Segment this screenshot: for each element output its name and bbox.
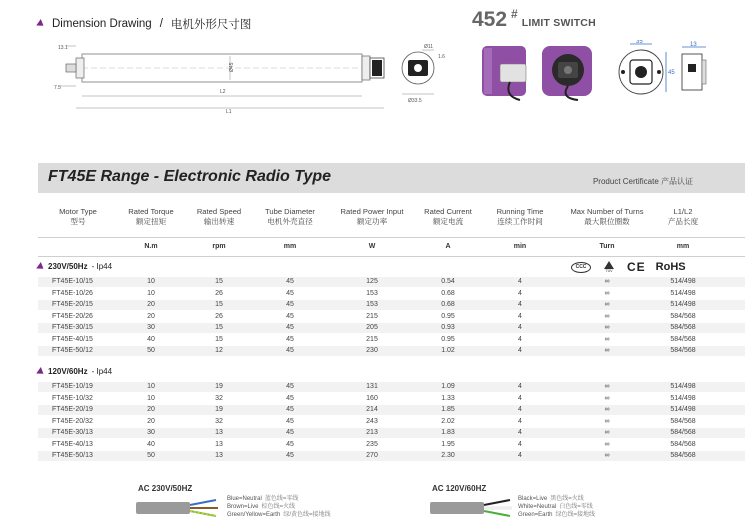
column-header-en: L1/L2	[673, 207, 693, 216]
table-row	[38, 417, 745, 427]
column-unit: min	[513, 243, 527, 250]
legend-line	[518, 511, 595, 519]
table-cell: FT45E-10/32	[52, 394, 93, 402]
table-row	[38, 451, 745, 461]
column-unit: A	[445, 243, 451, 250]
column-unit: Turn	[599, 243, 615, 250]
tuv-icon	[601, 261, 617, 273]
bullet-icon	[36, 19, 46, 29]
dim-label-6: 1.6	[438, 54, 445, 60]
table-cell: ∞	[604, 383, 610, 390]
column-unit: W	[368, 243, 376, 250]
table-cell: 0.68	[441, 301, 455, 308]
column-header-cn: 连续工作时间	[497, 217, 543, 226]
table-cell: 4	[518, 383, 522, 390]
cable-230v-icon	[136, 496, 226, 520]
table-cell: 235	[366, 440, 378, 448]
column-header-cn: 输出转速	[203, 217, 235, 226]
legend-cn: 绿/黄色线=接地线	[283, 512, 331, 518]
table-cell: 1.95	[441, 440, 455, 448]
column-header-cn: 额定功率	[356, 217, 388, 226]
column-header	[118, 207, 184, 227]
table-cell: 15	[215, 301, 223, 308]
limit-switch-number: 452	[472, 8, 508, 31]
table-cell: FT45E-30/13	[52, 429, 93, 436]
table-cell: 45	[286, 383, 294, 390]
units-divider	[38, 256, 745, 257]
legend-line	[518, 503, 595, 511]
table-cell: 514/498	[670, 394, 696, 402]
table-cell: 20	[147, 417, 155, 425]
table-cell: 584/568	[670, 312, 696, 320]
table-cell: FT45E-20/15	[52, 301, 93, 308]
table-cell: 40	[147, 440, 155, 448]
legend-line	[518, 495, 595, 503]
limit-switch-mark: #	[511, 7, 518, 21]
head-dim-b: 13	[690, 42, 697, 48]
column-header-en: Rated Speed	[196, 207, 242, 216]
table-cell: 0.54	[441, 278, 455, 285]
table-cell: 45	[286, 406, 294, 413]
column-unit: N.m	[144, 243, 158, 250]
table-cell: FT45E-20/19	[52, 406, 93, 413]
table-cell: ∞	[604, 324, 610, 331]
head-dim-a: 35	[636, 40, 643, 45]
table-cell: ∞	[604, 406, 610, 413]
legend-en: Black=Live	[518, 496, 548, 502]
wiring-230v	[138, 484, 192, 493]
table-cell: 514/498	[670, 383, 696, 390]
table-row	[38, 440, 745, 450]
table-cell: 10	[147, 289, 155, 297]
table-cell: 32	[215, 394, 223, 402]
dim-label-3: Ø45	[229, 62, 235, 72]
table-cell: 15	[215, 324, 223, 331]
table-cell: 26	[215, 289, 223, 297]
column-unit: rpm	[212, 243, 226, 250]
legend-en: Blue=Neutral	[227, 496, 262, 502]
table-cell: 160	[366, 394, 378, 402]
column-header-en: Motor Type	[59, 207, 97, 216]
column-header-en: Running Time	[496, 207, 544, 216]
table-cell: 45	[286, 429, 294, 436]
table-cell: 4	[518, 406, 522, 413]
table-cell: 4	[518, 301, 522, 308]
table-row	[38, 312, 745, 322]
column-unit: mm	[676, 243, 690, 250]
dimension-heading-sep: /	[159, 18, 163, 30]
table-cell: 10	[147, 383, 155, 390]
table-row	[38, 289, 745, 299]
table-cell: 584/568	[670, 417, 696, 425]
table-cell: 584/568	[670, 429, 696, 436]
wiring-230v-title: AC 230V/50HZ	[138, 484, 193, 493]
certificate-icons	[571, 260, 701, 274]
table-cell: 153	[366, 301, 378, 308]
table-cell: 4	[518, 452, 522, 459]
legend-line	[227, 511, 330, 519]
limit-switch-heading	[472, 8, 596, 32]
table-cell: 20	[147, 312, 155, 320]
table-cell: 4	[518, 429, 522, 436]
table-cell: 30	[147, 324, 155, 331]
column-header-en: Rated Power Input	[340, 207, 404, 216]
table-cell: 4	[518, 312, 522, 320]
wiring-120v-legend	[518, 495, 595, 519]
table-cell: 20	[147, 406, 155, 413]
range-title: FT45E Range - Electronic Radio Type	[48, 168, 332, 185]
table-cell: ∞	[604, 347, 610, 354]
table-cell: ∞	[604, 440, 610, 448]
table-cell: 32	[215, 417, 223, 425]
column-header	[560, 207, 654, 227]
table-cell: FT45E-10/19	[52, 383, 93, 390]
table-cell: 584/568	[670, 347, 696, 354]
column-header-en: Tube Diameter	[265, 207, 315, 216]
head-drawing	[608, 40, 738, 106]
table-cell: 0.68	[441, 289, 455, 297]
tuv-label: TÜV	[605, 269, 613, 273]
table-row	[38, 382, 745, 392]
column-header-cn: 型号	[70, 217, 86, 226]
legend-line	[227, 503, 330, 511]
dimension-heading-cn: 电机外形尺寸图	[170, 19, 252, 31]
table-cell: 1.85	[441, 406, 455, 413]
table-cell: 45	[286, 347, 294, 354]
table-row	[38, 346, 745, 356]
table-cell: FT45E-40/15	[52, 335, 93, 343]
table-cell: ∞	[604, 452, 610, 459]
table-cell: ∞	[604, 335, 610, 343]
table-cell: 10	[147, 394, 155, 402]
table-cell: FT45E-10/26	[52, 289, 93, 297]
table-cell: ∞	[604, 429, 610, 436]
wiring-120v	[432, 484, 486, 493]
table-cell: 19	[215, 406, 223, 413]
table-cell: 12	[215, 347, 223, 354]
column-header	[330, 207, 414, 227]
title-band	[38, 163, 745, 193]
table-cell: ∞	[604, 289, 610, 297]
column-header	[415, 207, 481, 227]
table-cell: 243	[366, 417, 378, 425]
legend-line	[227, 495, 330, 503]
bullet-icon	[36, 367, 46, 377]
table-cell: 45	[286, 324, 294, 331]
table-cell: 15	[215, 335, 223, 343]
table-cell: ∞	[604, 278, 610, 285]
table-cell: 40	[147, 335, 155, 343]
table-cell: 125	[366, 278, 378, 285]
column-header-cn: 额定扭矩	[135, 217, 167, 226]
table-cell: 50	[147, 452, 155, 459]
table-cell: 2.02	[441, 417, 455, 425]
table-cell: FT45E-10/15	[52, 278, 93, 285]
legend-cn: 蓝色线=零线	[264, 496, 299, 502]
table-cell: 13	[215, 452, 223, 459]
ccc-icon: CCC	[571, 262, 591, 273]
table-cell: 2.30	[441, 452, 455, 459]
table-cell: 514/498	[670, 289, 696, 297]
table-cell: ∞	[604, 417, 610, 425]
table-cell: 584/568	[670, 440, 696, 448]
limit-switch-label: LIMIT SWITCH	[521, 17, 596, 29]
legend-en: White=Neutral	[518, 504, 557, 510]
table-cell: 584/568	[670, 335, 696, 343]
table-cell: FT45E-20/32	[52, 417, 93, 425]
table-cell: 4	[518, 278, 522, 285]
column-header-cn: 最大限位圈数	[584, 217, 630, 226]
group-230v-voltage: 230V/50Hz	[48, 262, 88, 271]
table-row	[38, 277, 745, 287]
table-cell: 1.09	[441, 383, 455, 390]
table-row	[38, 300, 745, 310]
table-cell: FT45E-30/15	[52, 324, 93, 331]
table-cell: ∞	[604, 301, 610, 308]
table-cell: 4	[518, 335, 522, 343]
legend-cn: 黑色线=火线	[550, 496, 584, 502]
table-cell: 4	[518, 347, 522, 354]
table-cell: 4	[518, 324, 522, 331]
table-cell: FT45E-50/13	[52, 452, 93, 459]
table-cell: 19	[215, 383, 223, 390]
table-cell: 584/568	[670, 324, 696, 331]
group-230v-rest: - Ip44	[91, 262, 113, 271]
legend-en: Brown=Live	[227, 504, 259, 510]
bullet-icon	[36, 262, 46, 272]
table-cell: 1.02	[441, 347, 455, 354]
table-cell: 230	[366, 347, 378, 354]
dim-label-2: 7.5	[54, 85, 61, 91]
table-cell: 10	[147, 278, 155, 285]
table-cell: 45	[286, 312, 294, 320]
dim-label-1: 13.1	[58, 45, 68, 51]
table-cell: 215	[366, 312, 378, 320]
column-header-cn: 电机外壳直径	[267, 217, 313, 226]
column-header	[186, 207, 252, 227]
group-120v	[38, 367, 112, 376]
table-cell: 514/498	[670, 278, 696, 285]
motor-photo-1	[474, 40, 536, 102]
table-cell: 0.95	[441, 335, 455, 343]
table-cell: 15	[215, 278, 223, 285]
table-row	[38, 335, 745, 345]
table-cell: FT45E-50/12	[52, 347, 93, 354]
dimension-heading-en: Dimension Drawing	[52, 18, 152, 30]
legend-cn: 白色线=零线	[559, 504, 593, 510]
cable-120v-icon	[430, 496, 520, 520]
legend-cn: 棕色线=火线	[261, 504, 296, 510]
table-cell: 13	[215, 429, 223, 436]
table-cell: 45	[286, 440, 294, 448]
column-header-cn: 额定电流	[432, 217, 464, 226]
dim-label-l2: L2	[220, 89, 226, 95]
head-dim-c: 45	[668, 70, 675, 76]
table-cell: FT45E-20/26	[52, 312, 93, 320]
table-cell: 45	[286, 278, 294, 285]
column-header-en: Rated Torque	[128, 207, 174, 216]
table-cell: 30	[147, 429, 155, 436]
table-cell: 214	[366, 406, 378, 413]
table-cell: 4	[518, 417, 522, 425]
table-cell: 270	[366, 452, 378, 459]
table-cell: 45	[286, 452, 294, 459]
column-header	[252, 207, 328, 227]
table-cell: 205	[366, 324, 378, 331]
table-cell: 0.95	[441, 312, 455, 320]
table-cell: 0.93	[441, 324, 455, 331]
column-header	[485, 207, 555, 227]
rohs-icon: RoHS	[655, 261, 686, 273]
table-cell: 45	[286, 335, 294, 343]
table-cell: ∞	[604, 312, 610, 320]
column-header-en: Rated Current	[424, 207, 472, 216]
table-cell: 1.33	[441, 394, 455, 402]
group-230v	[38, 262, 112, 271]
table-cell: 4	[518, 440, 522, 448]
column-header	[655, 207, 711, 227]
legend-cn: 绿色线=接地线	[555, 512, 596, 518]
table-cell: FT45E-40/13	[52, 440, 93, 448]
table-cell: 13	[215, 440, 223, 448]
dimension-heading	[38, 16, 251, 32]
table-cell: 215	[366, 335, 378, 343]
table-cell: 213	[366, 429, 378, 436]
table-row	[38, 323, 745, 333]
table-row	[38, 405, 745, 415]
table-cell: 45	[286, 289, 294, 297]
product-certificate-label: Product Certificate 产品认证	[592, 177, 693, 186]
table-cell: 4	[518, 289, 522, 297]
table-cell: 45	[286, 394, 294, 402]
table-cell: 131	[366, 383, 378, 390]
group-120v-voltage: 120V/60Hz	[48, 367, 88, 376]
dim-label-4: Ø11	[424, 44, 434, 50]
table-cell: 514/498	[670, 406, 696, 413]
table-cell: 1.83	[441, 429, 455, 436]
column-header	[38, 207, 118, 227]
group-120v-rest: - Ip44	[91, 367, 113, 376]
table-row	[38, 428, 745, 438]
table-cell: 514/498	[670, 301, 696, 308]
legend-en: Green=Earth	[518, 512, 553, 518]
motor-photo-2	[538, 40, 600, 102]
dim-label-5: Ø33.5	[408, 98, 422, 104]
column-header-en: Max Number of Turns	[570, 207, 644, 216]
table-cell: 50	[147, 347, 155, 354]
table-cell: ∞	[604, 394, 610, 402]
wiring-230v-legend	[227, 495, 330, 519]
table-cell: 584/568	[670, 452, 696, 459]
wiring-120v-title: AC 120V/60HZ	[432, 484, 487, 493]
dimension-drawing	[30, 38, 450, 118]
table-cell: 4	[518, 394, 522, 402]
table-cell: 45	[286, 301, 294, 308]
table-cell: 153	[366, 289, 378, 297]
table-cell: 20	[147, 301, 155, 308]
table-row	[38, 394, 745, 404]
column-header-cn: 产品长度	[667, 217, 699, 226]
table-cell: 26	[215, 312, 223, 320]
column-unit: mm	[283, 243, 297, 250]
table-cell: 45	[286, 417, 294, 425]
ce-icon: CE	[627, 260, 646, 274]
dim-label-l1: L1	[226, 109, 232, 115]
legend-en: Green/Yellow=Earth	[227, 512, 281, 518]
header-divider	[38, 237, 745, 238]
